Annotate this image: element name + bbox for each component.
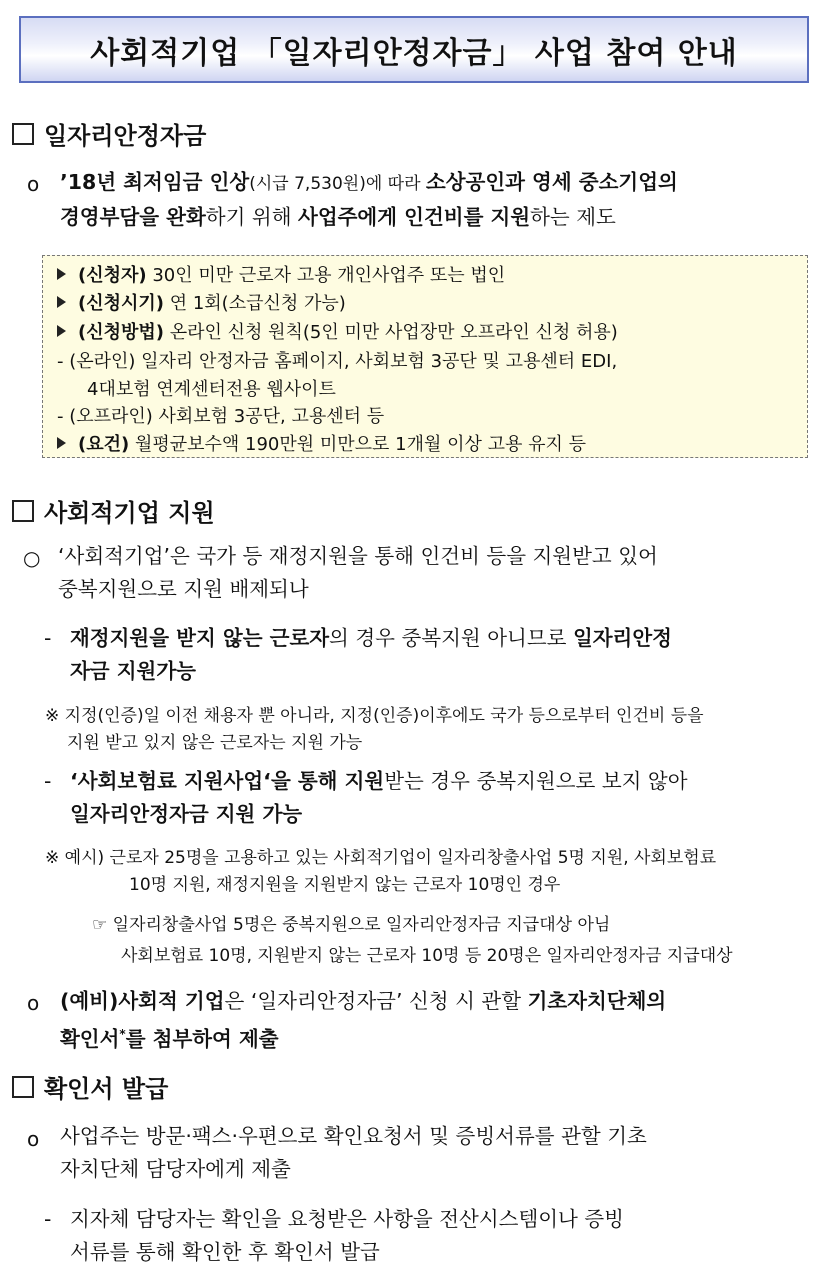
paragraph-line — [60, 985, 666, 1018]
info-row-period — [57, 289, 346, 315]
text: 하기 위해 — [205, 205, 299, 229]
checkbox-square-icon — [12, 123, 34, 145]
note-line: 사회보험료 10명, 지원받지 않는 근로자 10명 등 20명은 일자리안정자금 지급대상 — [121, 946, 733, 966]
paragraph-line: 지자체 담당자는 확인을 요청받은 사항을 전산시스템이나 증빙 — [70, 1207, 624, 1231]
info-row-method — [57, 318, 618, 344]
emph-text: ’18년 최저임금 인상 — [60, 170, 250, 194]
paragraph-line: 사업주는 방문·팩스·우편으로 확인요청서 및 증빙서류를 관할 기초 — [60, 1124, 647, 1148]
info-label: (신청방법) — [78, 322, 165, 343]
confirmation-attach-paragraph — [60, 985, 666, 1056]
dash-marker: - — [44, 769, 52, 793]
footnote-mark: * — [119, 1027, 126, 1041]
info-text: 연 1회(소급신청 가능) — [164, 293, 346, 314]
triangle-bullet-icon — [57, 437, 66, 449]
info-text: 30인 미만 근로자 고용 개인사업주 또는 법인 — [146, 265, 506, 286]
paragraph-line — [60, 1018, 666, 1056]
note-line: ☞ 일자리창출사업 5명은 중복지원으로 일자리안정자금 지급대상 아님 — [92, 915, 611, 935]
paragraph-line — [70, 765, 688, 798]
bullet-marker: ○ — [23, 546, 41, 570]
checkbox-square-icon — [12, 1076, 34, 1098]
wage-subsidy-description — [60, 166, 678, 234]
dash-marker: - — [44, 626, 52, 650]
bullet-marker: o — [27, 1127, 40, 1151]
section-heading-1 — [12, 116, 206, 151]
note-1 — [45, 703, 704, 757]
section-heading-1-text: 일자리안정자금 — [44, 122, 207, 150]
emph-text: 사업주에게 인건비를 지원 — [298, 205, 531, 229]
emph-text: 를 첨부하여 제출 — [125, 1026, 279, 1051]
paragraph-line — [70, 622, 672, 655]
emph-text: 경영부담을 완화 — [60, 205, 206, 229]
emph-text: 소상공인과 영세 중소기업의 — [425, 170, 678, 194]
dash-marker: - — [44, 1207, 52, 1231]
triangle-bullet-icon — [57, 325, 66, 337]
paragraph-line: 중복지원으로 지원 배제되나 — [58, 577, 309, 601]
text: 은 ‘일자리안정자금’ 신청 시 관할 — [224, 989, 528, 1013]
bullet-marker: o — [27, 172, 40, 196]
non-funded-worker-paragraph — [70, 622, 672, 688]
info-row-offline: - (오프라인) 사회보험 3공단, 고용센터 등 — [57, 406, 385, 427]
submission-paragraph — [60, 1120, 647, 1186]
emph-text: 일자리안정 — [572, 626, 672, 650]
paragraph-line: 일자리안정자금 지원 가능 — [70, 802, 303, 826]
section-heading-2-text: 사회적기업 지원 — [44, 499, 215, 527]
info-label: (요건) — [78, 434, 130, 455]
bullet-marker: o — [27, 991, 40, 1015]
insurance-support-paragraph — [70, 765, 688, 831]
note-line: 10명 지원, 재정지원을 지원받지 않는 근로자 10명인 경우 — [129, 875, 561, 895]
paragraph-line — [60, 201, 678, 234]
paragraph-line: ‘사회적기업’은 국가 등 재정지원을 통해 인건비 등을 지원받고 있어 — [58, 544, 658, 568]
emph-text: 재정지원을 받지 않는 근로자 — [70, 626, 330, 650]
emph-text: (예비)사회적 기업 — [60, 989, 225, 1013]
note-2-result — [92, 910, 733, 972]
section-heading-3-text: 확인서 발급 — [44, 1075, 169, 1103]
paragraph-line — [60, 166, 678, 201]
note-2-example — [45, 845, 716, 899]
page-title: 사회적기업 「일자리안정자금」 사업 참여 안내 — [90, 35, 738, 71]
info-label: (신청자) — [78, 265, 147, 286]
triangle-bullet-icon — [57, 296, 66, 308]
checkbox-square-icon — [12, 500, 34, 522]
triangle-bullet-icon — [57, 268, 66, 280]
issuance-paragraph — [70, 1203, 624, 1269]
title-banner — [19, 16, 809, 83]
info-row-applicant — [57, 261, 505, 287]
info-row-online-cont: 4대보험 연계센터전용 웹사이트 — [87, 379, 336, 400]
info-text: 월평균보수액 190만원 미만으로 1개월 이상 고용 유지 등 — [129, 434, 586, 455]
social-enterprise-paragraph — [58, 540, 658, 606]
info-row-requirement — [57, 430, 586, 456]
emph-text: 기초자치단체의 — [527, 989, 667, 1013]
emph-text: 확인서 — [60, 1026, 120, 1051]
text: 의 경우 중복지원 아니므로 — [329, 626, 573, 650]
text: 받는 경우 중복지원으로 보지 않아 — [384, 769, 688, 793]
emph-text: ‘사회보험료 지원사업‘을 통해 지원 — [70, 769, 385, 793]
note-line: ※ 예시) 근로자 25명을 고용하고 있는 사회적기업이 일자리창출사업 5명 지원, 사회보험료 — [45, 848, 717, 868]
section-heading-3 — [12, 1069, 168, 1104]
text: (시급 7,530원)에 따라 — [249, 174, 426, 194]
note-line: ※ 지정(인증)일 이전 채용자 뿐 아니라, 지정(인증)이후에도 국가 등으로부터 인건비 등을 — [45, 706, 704, 726]
paragraph-line: 서류를 통해 확인한 후 확인서 발급 — [70, 1240, 380, 1264]
paragraph-line: 자금 지원가능 — [70, 659, 196, 683]
info-row-online: - (온라인) 일자리 안정자금 홈페이지, 사회보험 3공단 및 고용센터 EDI, — [57, 351, 618, 372]
section-heading-2 — [12, 493, 215, 528]
text: 하는 제도 — [530, 205, 616, 229]
paragraph-line: 자치단체 담당자에게 제출 — [60, 1157, 291, 1181]
info-text: 온라인 신청 원칙(5인 미만 사업장만 오프라인 신청 허용) — [164, 322, 618, 343]
application-info-box — [42, 255, 808, 458]
info-label: (신청시기) — [78, 293, 165, 314]
note-line: 지원 받고 있지 않은 근로자는 지원 가능 — [67, 733, 363, 753]
